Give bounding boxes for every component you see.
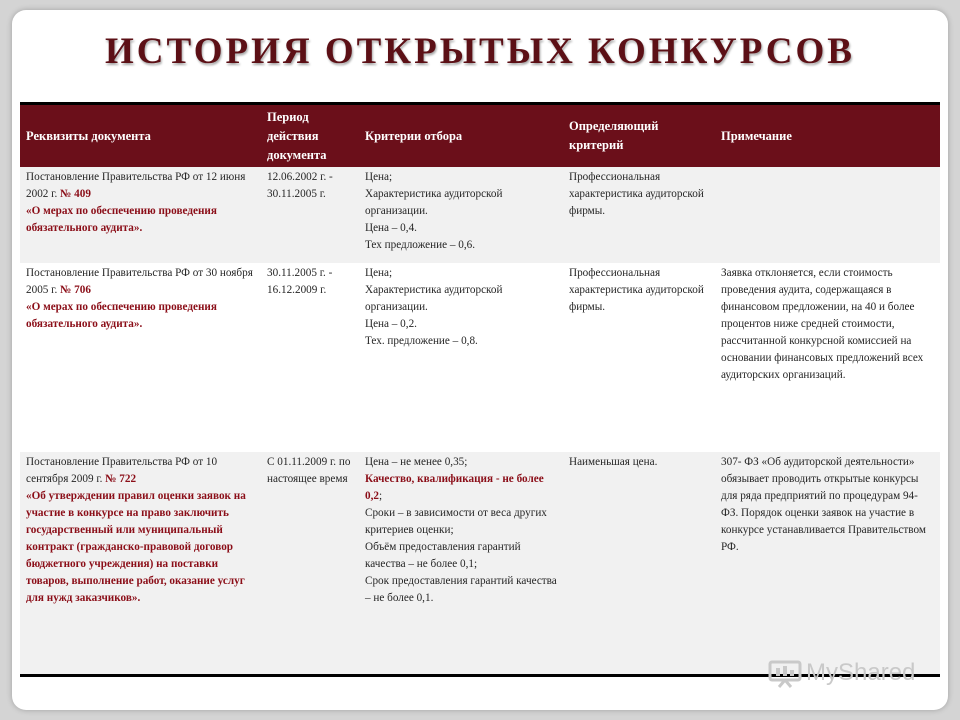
criteria-line: Цена – 0,4. [365, 222, 417, 234]
criteria-highlight: Качество, квалификация - не более 0,2 [365, 473, 544, 502]
criteria-line [365, 471, 557, 505]
criteria-line: Цена; [365, 267, 393, 279]
criteria-cell [359, 263, 563, 452]
contests-table [20, 102, 940, 677]
note-cell [715, 167, 940, 263]
header-document: Реквизиты документа [20, 104, 261, 168]
header-row [20, 104, 940, 168]
criteria-line: Цена – 0,2. [365, 318, 417, 330]
table-row [20, 167, 940, 263]
criteria-cell [359, 452, 563, 676]
document-text: Постановление Правительства РФ от 12 июня 2002 г. [26, 171, 246, 200]
key-criterion-cell: Наименьшая цена. [563, 452, 715, 676]
presentation-icon [768, 658, 802, 688]
header-note: Примечание [715, 104, 940, 168]
watermark-text: MyShared [806, 659, 916, 686]
document-number: № 706 [60, 284, 91, 296]
note-cell: Заявка отклоняется, если стоимость проведения аудита, содержащаяся в финансовом предложении, на 40 и более процентов ниже средней стоимости, рассчитанной конкурсной комиссией на основании финансовых предложений всех аудиторских организаций. [715, 263, 940, 452]
criteria-line: Характеристика аудиторской организации. [365, 188, 503, 217]
document-text: Постановление Правительства РФ от 10 сентября 2009 г. [26, 456, 218, 485]
header-period: Период действия документа [261, 104, 359, 168]
document-text: Постановление Правительства РФ от 30 ноября 2005 г. [26, 267, 253, 296]
slide-title: ИСТОРИЯ ОТКРЫТЫХ КОНКУРСОВ [105, 31, 855, 72]
document-name: «О мерах по обеспечению проведения обязательного аудита». [26, 301, 217, 330]
note-cell: 307- ФЗ «Об аудиторской деятельности» обязывает проводить открытые конкурсы для ряда предприятий по процедурам 94-ФЗ. Порядок оценки заявок на участие в конкурсе устанавливается Правительством РФ. [715, 452, 940, 676]
criteria-line: Срок предоставления гарантий качества – не более 0,1. [365, 575, 557, 604]
key-criterion-cell: Профессиональная характеристика аудиторской фирмы. [563, 263, 715, 452]
header-criteria: Критерии отбора [359, 104, 563, 168]
document-cell [20, 167, 261, 263]
criteria-line: Тех. предложение – 0,8. [365, 335, 478, 347]
criteria-line: Тех предложение – 0,6. [365, 239, 476, 251]
document-cell [20, 452, 261, 676]
criteria-line: Сроки – в зависимости от веса других критериев оценки; [365, 507, 547, 536]
table-row [20, 263, 940, 452]
criteria-punct: ; [378, 490, 383, 502]
criteria-line: Цена; [365, 171, 393, 183]
watermark [768, 658, 915, 688]
document-name: «О мерах по обеспечению проведения обязательного аудита». [26, 205, 217, 234]
header-key-criterion: Определяющий критерий [563, 104, 715, 168]
criteria-line: Цена – не менее 0,35; [365, 456, 468, 468]
period-cell: С 01.11.2009 г. по настоящее время [261, 452, 359, 676]
criteria-line: Характеристика аудиторской организации. [365, 284, 503, 313]
period-cell: 12.06.2002 г. - 30.11.2005 г. [261, 167, 359, 263]
key-criterion-cell: Профессиональная характеристика аудиторской фирмы. [563, 167, 715, 263]
document-number: № 409 [60, 188, 91, 200]
criteria-line: Объём предоставления гарантий качества – не более 0,1; [365, 541, 521, 570]
period-cell: 30.11.2005 г. - 16.12.2009 г. [261, 263, 359, 452]
table-row [20, 452, 940, 676]
document-name: «Об утверждении правил оценки заявок на участие в конкурсе на право заключить государственный или муниципальный контракт (гражданско-правовой договор бюджетного учреждения) на поставки товаров, выполнение работ, оказание услуг для нужд заказчиков». [26, 490, 246, 604]
document-number: № 722 [105, 473, 137, 485]
criteria-cell [359, 167, 563, 263]
document-cell [20, 263, 261, 452]
